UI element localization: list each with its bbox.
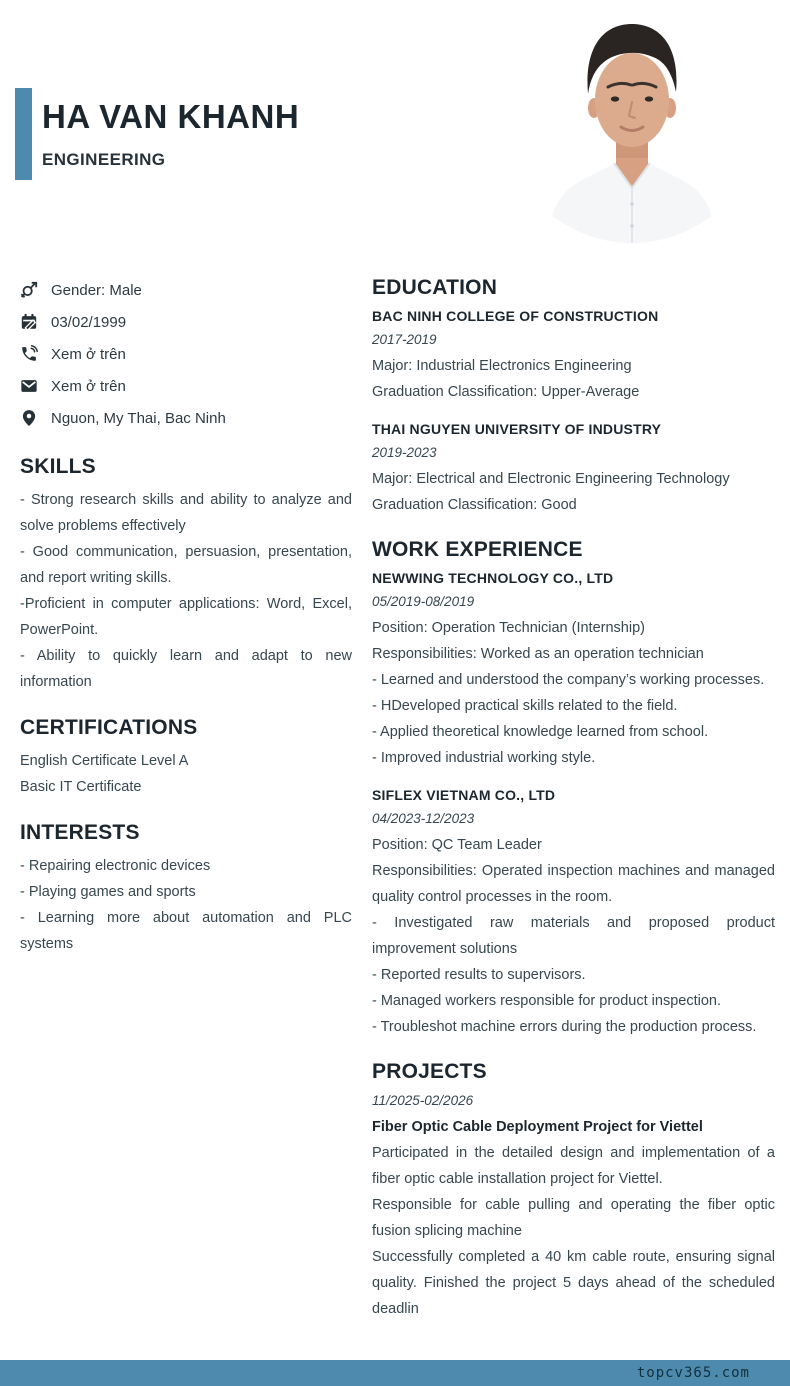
project-period: 11/2025-02/2026 — [372, 1093, 474, 1108]
work-period: 05/2019-08/2019 — [372, 594, 475, 609]
project-line: Participated in the detailed design and implementation of a fiber optic cable installation project for Viettel. — [372, 1145, 775, 1187]
education-line: Graduation Classification: Good — [372, 497, 577, 513]
work-period: 04/2023-12/2023 — [372, 811, 475, 826]
education-period: 2017-2019 — [372, 332, 437, 347]
projects-heading: PROJECTS — [372, 1060, 487, 1083]
project-line: Successfully completed a 40 km cable route, ensuring signal quality. Finished the project 5 days ahead of the scheduled deadlin — [372, 1249, 775, 1317]
interest-item: - Learning more about automation and PLC systems — [20, 910, 352, 952]
certification-item: English Certificate Level A — [20, 753, 189, 769]
contact-birthdate — [20, 306, 352, 338]
interest-item: - Repairing electronic devices — [20, 858, 211, 874]
certification-item: Basic IT Certificate — [20, 779, 142, 795]
contact-birthdate-text: 03/02/1999 — [51, 313, 127, 331]
header — [42, 98, 299, 170]
education-line: Graduation Classification: Upper-Average — [372, 384, 640, 400]
company-name: NEWWING TECHNOLOGY CO., LTD — [372, 570, 614, 586]
main-column — [372, 276, 775, 1322]
project-entry — [372, 1090, 775, 1322]
contact-email-text: Xem ở trên — [51, 377, 126, 395]
skill-item: -Proficient in computer applications: Word, Excel, PowerPoint. — [20, 596, 352, 638]
work-line: - Troubleshot machine errors during the production process. — [372, 1019, 757, 1035]
school-name: THAI NGUYEN UNIVERSITY OF INDUSTRY — [372, 421, 662, 437]
sidebar-column — [20, 274, 352, 957]
education-line: Major: Electrical and Electronic Engineering Technology — [372, 471, 730, 487]
education-period: 2019-2023 — [372, 445, 437, 460]
contact-email — [20, 370, 352, 402]
project-title: Fiber Optic Cable Deployment Project for Viettel — [372, 1119, 703, 1135]
calendar-icon — [20, 313, 38, 331]
education-line: Major: Industrial Electronics Engineering — [372, 358, 632, 374]
skill-item: - Strong research skills and ability to analyze and solve problems effectively — [20, 492, 352, 534]
footer-brand: topcv365.com — [636, 1365, 750, 1381]
work-line: - Improved industrial working style. — [372, 750, 596, 766]
work-line: - HDeveloped practical skills related to the field. — [372, 698, 678, 714]
gender-icon — [20, 281, 38, 299]
work-entry — [372, 568, 775, 771]
contact-gender — [20, 274, 352, 306]
work-line: Position: QC Team Leader — [372, 837, 542, 853]
interests-heading: INTERESTS — [20, 821, 140, 844]
work-line: - Investigated raw materials and proposed product improvement solutions — [372, 915, 775, 957]
contact-address-text: Nguon, My Thai, Bac Ninh — [51, 409, 226, 427]
work-line: - Managed workers responsible for product inspection. — [372, 993, 721, 1009]
work-line: Responsibilities: Worked as an operation technician — [372, 646, 704, 662]
company-name: SIFLEX VIETNAM CO., LTD — [372, 787, 556, 803]
education-entry — [372, 419, 775, 518]
work-line: - Reported results to supervisors. — [372, 967, 586, 983]
skill-item: - Good communication, persuasion, presentation, and report writing skills. — [20, 544, 352, 586]
skill-item: - Ability to quickly learn and adapt to new information — [20, 648, 352, 690]
contact-address — [20, 402, 352, 434]
candidate-title: ENGINEERING — [42, 150, 166, 169]
contact-phone-text: Xem ở trên — [51, 345, 126, 363]
work-line: - Learned and understood the company’s working processes. — [372, 672, 765, 688]
skills-heading: SKILLS — [20, 455, 96, 478]
work-line: - Applied theoretical knowledge learned from school. — [372, 724, 709, 740]
school-name: BAC NINH COLLEGE OF CONSTRUCTION — [372, 308, 659, 324]
location-icon — [20, 409, 38, 427]
candidate-name: HA VAN KHANH — [42, 98, 300, 135]
mail-icon — [20, 377, 38, 395]
work-experience-heading: WORK EXPERIENCE — [372, 538, 583, 561]
contact-gender-text: Gender: Male — [51, 281, 142, 299]
profile-photo — [542, 8, 722, 243]
education-entry — [372, 306, 775, 405]
work-entry — [372, 785, 775, 1040]
work-line: Responsibilities: Operated inspection machines and managed quality control processes in the room. — [372, 863, 775, 905]
project-line: Responsible for cable pulling and operating the fiber optic fusion splicing machine — [372, 1197, 775, 1239]
certifications-heading: CERTIFICATIONS — [20, 716, 198, 739]
work-line: Position: Operation Technician (Internship) — [372, 620, 645, 636]
phone-icon — [20, 345, 38, 363]
contact-phone — [20, 338, 352, 370]
education-heading: EDUCATION — [372, 276, 498, 299]
accent-bar — [15, 88, 32, 180]
interest-item: - Playing games and sports — [20, 884, 196, 900]
footer-bar — [0, 1360, 790, 1386]
